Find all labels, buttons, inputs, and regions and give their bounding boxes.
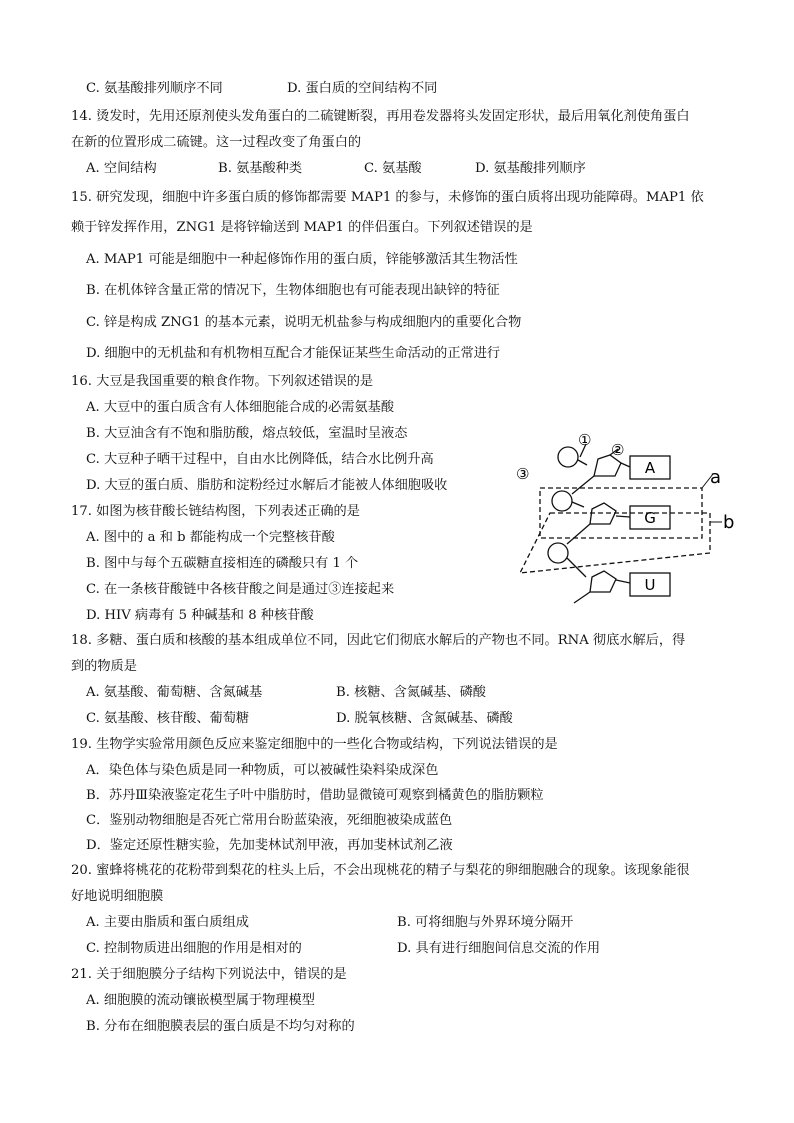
q14-stem-line2: 在新的位置形成二硫键。这一过程改变了角蛋白的 (71, 135, 362, 150)
q14-option-c: C. 氨基酸 (364, 161, 422, 176)
q16-stem: 16. 大豆是我国重要的粮食作物。下列叙述错误的是 (71, 374, 374, 389)
q17-option-a: A. 图中的 a 和 b 都能构成一个完整核苷酸 (86, 530, 335, 545)
nucleotide-chain-figure (510, 430, 750, 620)
q13-option-d: D. 蛋白质的空间结构不同 (287, 81, 438, 96)
region-label-b: b (723, 512, 735, 533)
label-1: ① (578, 431, 592, 449)
q21-option-b: B. 分布在细胞膜表层的蛋白质是不均匀对称的 (86, 1019, 355, 1034)
q15-option-c: C. 锌是构成 ZNG1 的基本元素，说明无机盐参与构成细胞内的重要化合物 (86, 315, 522, 330)
q18-option-a: A. 氨基酸、葡萄糖、含氮碱基 (86, 685, 263, 700)
q14-option-b: B. 氨基酸种类 (218, 161, 303, 176)
base-label-2: G (644, 509, 656, 527)
q20-option-b: B. 可将细胞与外界环境分隔开 (397, 915, 574, 930)
q19-option-c: C．鉴别动物细胞是否死亡常用台盼蓝染液，死细胞被染成蓝色 (86, 813, 453, 828)
q15-stem-line1: 15. 研究发现，细胞中许多蛋白质的修饰都需要 MAP1 的参与，未修饰的蛋白质将出现功能障碍。MAP1 依 (71, 190, 704, 205)
q16-option-d: D. 大豆的蛋白质、脂肪和淀粉经过水解后才能被人体细胞吸收 (86, 478, 448, 493)
q20-option-a: A. 主要由脂质和蛋白质组成 (86, 915, 249, 930)
dashed-box-b (520, 513, 710, 573)
q15-option-b: B. 在机体锌含量正常的情况下，生物体细胞也有可能表现出缺锌的特征 (86, 283, 500, 298)
q16-option-a: A. 大豆中的蛋白质含有人体细胞能合成的必需氨基酸 (86, 400, 395, 415)
q21-option-a: A. 细胞膜的流动镶嵌模型属于物理模型 (86, 993, 315, 1008)
q14-option-a: A. 空间结构 (86, 161, 157, 176)
q19-option-a: A．染色体与染色质是同一种物质，可以被碱性染料染成深色 (86, 763, 439, 778)
q20-option-d: D. 具有进行细胞间信息交流的作用 (397, 941, 601, 956)
q18-option-d: D. 脱氧核糖、含氮碱基、磷酸 (336, 711, 513, 726)
q18-stem-line2: 到的物质是 (71, 659, 137, 674)
q19-stem: 19. 生物学实验常用颜色反应来鉴定细胞中的一些化合物或结构，下列说法错误的是 (71, 737, 558, 752)
q13-option-c: C. 氨基酸排列顺序不同 (86, 81, 223, 96)
phosphate-1 (558, 447, 578, 467)
q17-stem: 17. 如图为核苷酸长链结构图，下列表述正确的是 (71, 504, 360, 519)
phosphate-3 (548, 543, 568, 563)
base-label-1: A (644, 459, 656, 477)
q15-option-a: A. MAP1 可能是细胞中一种起修饰作用的蛋白质，锌能够激活其生物活性 (86, 252, 518, 267)
phosphate-2 (552, 491, 572, 511)
q16-option-c: C. 大豆种子晒干过程中，自由水比例降低，结合水比例升高 (86, 452, 434, 467)
q18-stem-line1: 18. 多糖、蛋白质和核酸的基本组成单位不同，因此它们彻底水解后的产物也不同。RNA 彻底水解后，得 (71, 633, 686, 648)
q18-option-b: B. 核糖、含氮碱基、磷酸 (336, 685, 486, 700)
q17-option-b: B. 图中与每个五碳糖直接相连的磷酸只有 1 个 (86, 556, 359, 571)
q21-stem: 21. 关于细胞膜分子结构下列说法中，错误的是 (71, 967, 347, 982)
q19-option-d: D．鉴定还原性糖实验，先加斐林试剂甲液，再加斐林试剂乙液 (86, 838, 453, 853)
dashed-box-a (540, 488, 702, 538)
q15-stem-line2: 赖于锌发挥作用，ZNG1 是将锌输送到 MAP1 的伴侣蛋白。下列叙述错误的是 (71, 220, 533, 235)
q14-stem-line1: 14. 烫发时，先用还原剂使头发角蛋白的二硫键断裂，再用卷发器将头发固定形状，最后用氧化剂使角蛋白 (71, 109, 690, 124)
region-label-a: a (710, 467, 722, 488)
pentose-3 (590, 571, 616, 592)
q18-option-c: C. 氨基酸、核苷酸、葡萄糖 (86, 711, 250, 726)
q20-stem-line2: 好地说明细胞膜 (71, 889, 164, 904)
base-label-3: U (644, 576, 656, 594)
q14-option-d: D. 氨基酸排列顺序 (475, 161, 586, 176)
label-3: ③ (516, 465, 530, 483)
q15-option-d: D. 细胞中的无机盐和有机物相互配合才能保证某些生命活动的正常进行 (86, 346, 501, 361)
q20-option-c: C. 控制物质进出细胞的作用是相对的 (86, 941, 302, 956)
label-2: ② (611, 441, 625, 459)
q16-option-b: B. 大豆油含有不饱和脂肪酸，熔点较低，室温时呈液态 (86, 426, 408, 441)
q19-option-b: B．苏丹Ⅲ染液鉴定花生子叶中脂肪时，借助显微镜可观察到橘黄色的脂肪颗粒 (86, 788, 544, 803)
q17-option-d: D. HIV 病毒有 5 种碱基和 8 种核苷酸 (86, 608, 314, 623)
q17-option-c: C. 在一条核苷酸链中各核苷酸之间是通过③连接起来 (86, 582, 395, 597)
q20-stem-line1: 20. 蜜蜂将桃花的花粉带到梨花的柱头上后，不会出现桃花的精子与梨花的卵细胞融合的现象。该现象能很 (71, 863, 690, 878)
